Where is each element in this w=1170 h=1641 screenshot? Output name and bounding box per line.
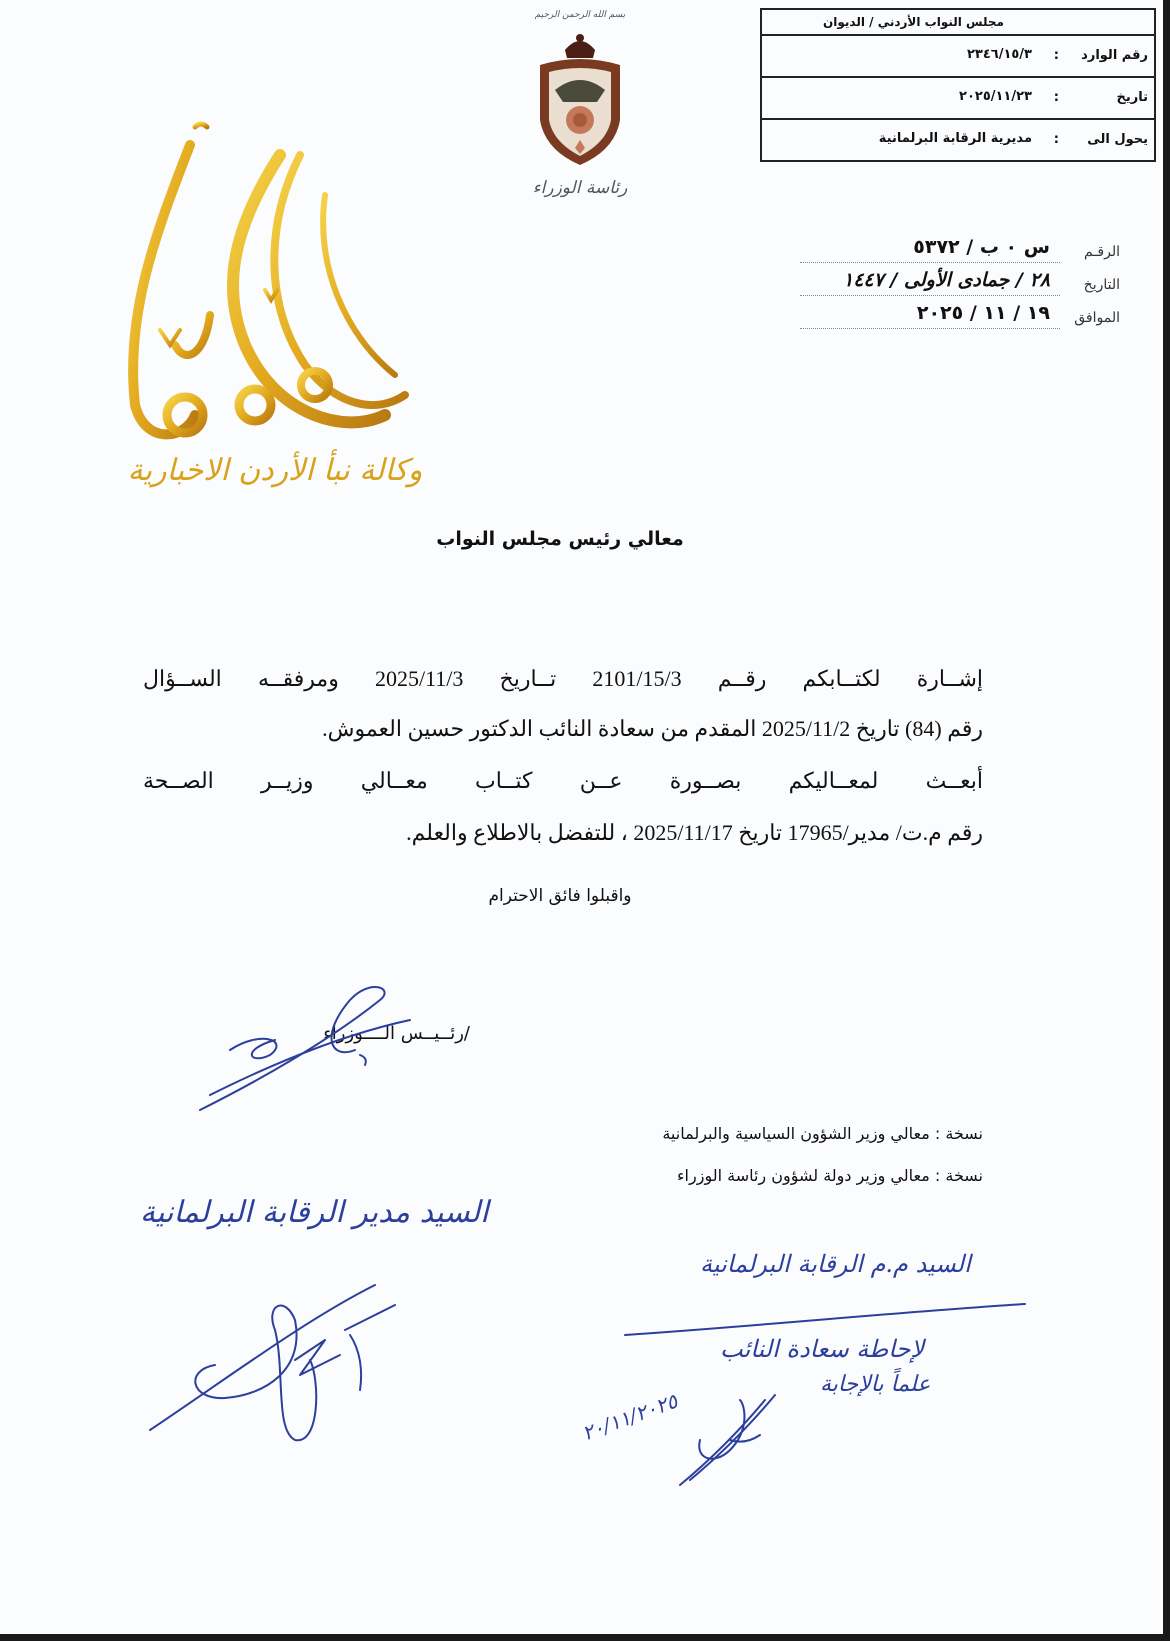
dotted-line <box>800 295 1060 296</box>
handwritten-signature-left <box>145 1280 425 1450</box>
dotted-line <box>800 328 1060 329</box>
reference-number-row <box>700 236 1120 266</box>
registry-value: ٢٠٢٥/١١/٢٣ <box>959 89 1032 104</box>
watermark-calligraphy <box>133 124 405 434</box>
registry-label: يحول الى <box>1087 132 1148 147</box>
registry-label: رقم الوارد <box>1081 48 1148 63</box>
handwritten-signature-right <box>670 1380 790 1490</box>
letterhead <box>520 10 640 210</box>
handwritten-note-right-line1: السيد م.م الرقابة البرلمانية <box>700 1250 971 1278</box>
basmala: بسم الله الرحمن الرحيم <box>534 10 626 20</box>
cc-line: نسخة : معالي وزير الشؤون السياسية والبرلمانية <box>662 1124 983 1143</box>
handwritten-note-right-line2: لإحاطة سعادة النائب <box>720 1335 925 1363</box>
dotted-line <box>800 262 1060 263</box>
handwritten-note-left: السيد مدير الرقابة البرلمانية <box>140 1195 489 1230</box>
hijri-date-label: التاريخ <box>1083 277 1120 293</box>
handwritten-note-right-line3: علماً بالإجابة <box>820 1372 931 1397</box>
registry-row-referred-to <box>762 120 1154 160</box>
reference-number-label: الرقـم <box>1084 244 1120 260</box>
issuer-name: رئاسة الوزراء <box>532 178 628 198</box>
registry-stamp <box>760 8 1156 162</box>
body-line: أبعــث لمعــاليكم بصــورة عــن كتــاب معــالي وزيــر الصــحة <box>143 768 983 793</box>
body-line: رقم م.ت/ مدير/17965 تاريخ 2025/11/17 ، للتفضل بالاطلاع والعلم. <box>406 820 983 845</box>
cc-line: نسخة : معالي وزير دولة لشؤون رئاسة الوزراء <box>677 1166 983 1185</box>
addressee: معالي رئيس مجلس النواب <box>436 528 684 550</box>
news-agency-watermark-logo <box>115 115 435 500</box>
registry-stamp-header: مجلس النواب الأردني / الديوان <box>762 10 1154 36</box>
registry-row-date <box>762 78 1154 120</box>
reference-number-value: س ٠ ب / ٥٣٧٢ <box>913 236 1050 258</box>
body-line: رقم (84) تاريخ 2025/11/2 المقدم من سعادة النائب الدكتور حسين العموش. <box>322 716 983 741</box>
coat-of-arms-icon <box>535 30 625 170</box>
prime-minister-signature <box>180 980 430 1120</box>
registry-row-incoming-number <box>762 36 1154 78</box>
gregorian-date-label: الموافق <box>1074 310 1120 326</box>
hijri-date-row <box>700 269 1120 299</box>
signatory-title: /رئــيــس الــــوزراء <box>323 1023 470 1044</box>
registry-value: ٢٣٤٦/١٥/٣ <box>966 47 1032 62</box>
registry-separator: : <box>1053 132 1059 147</box>
handwritten-underline <box>620 1300 1030 1340</box>
registry-separator: : <box>1053 48 1059 63</box>
closing-phrase: واقبلوا فائق الاحترام <box>488 886 632 906</box>
watermark-caption: وكالة نبأ الأردن الاخبارية <box>127 453 423 488</box>
body-line: إشــارة لكتــابكم رقــم 2101/15/3 تــاريخ 2025/11/3 ومرفقــه الســؤال <box>143 666 983 691</box>
handwritten-date: ٢٠/١١/٢٠٢٥ <box>578 1388 681 1446</box>
registry-separator: : <box>1053 90 1059 105</box>
registry-value: مديرية الرقابة البرلمانية <box>878 131 1032 146</box>
hijri-date-value: ٢٨ / جمادى الأولى / ١٤٤٧ <box>843 269 1050 291</box>
registry-label: تاريخ <box>1116 90 1148 105</box>
gregorian-date-row <box>700 302 1120 332</box>
reference-block <box>700 236 1120 356</box>
gregorian-date-value: ١٩ / ١١ / ٢٠٢٥ <box>916 302 1050 324</box>
